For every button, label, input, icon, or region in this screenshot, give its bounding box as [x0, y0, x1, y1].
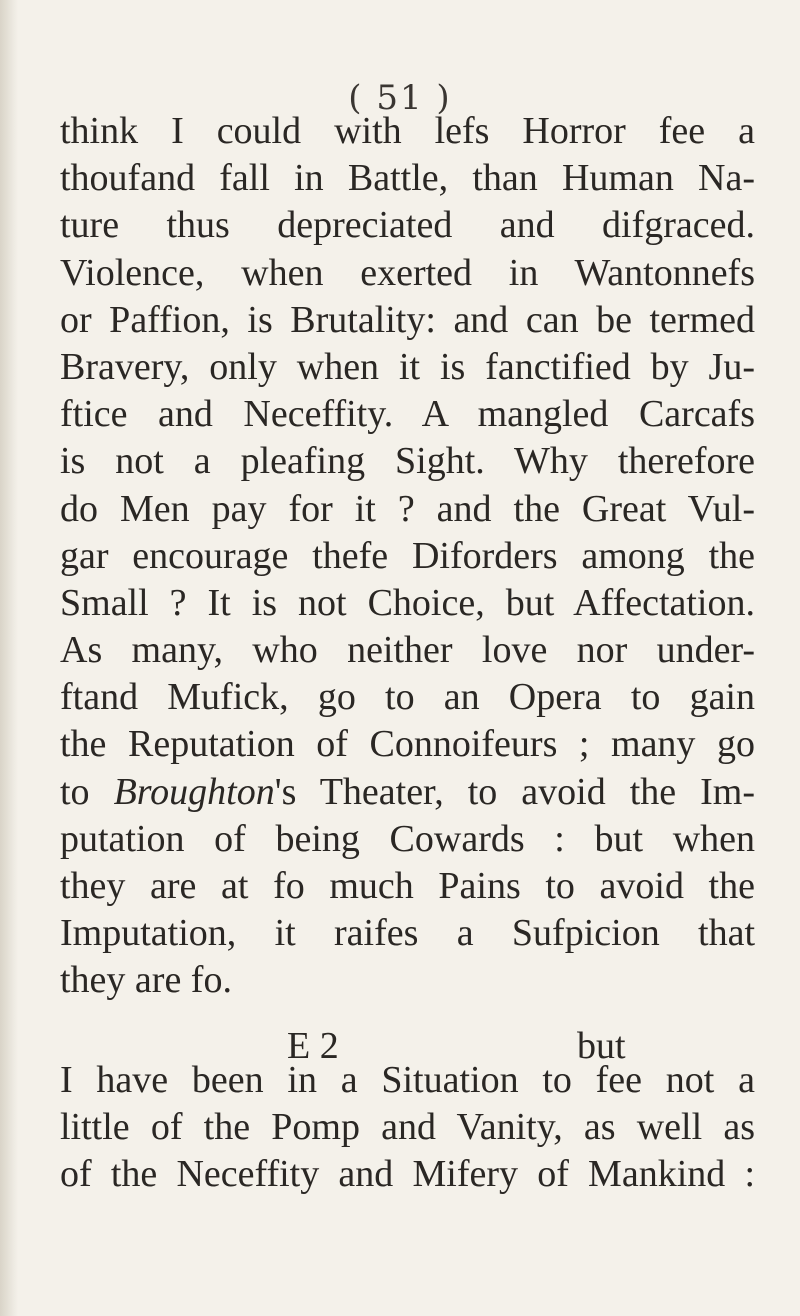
- text-line: Small ? It is not Choice, but Affectation.: [60, 581, 755, 624]
- text-line: is not a pleafing Sight. Why therefore: [60, 440, 755, 483]
- text-line: they are fo.: [60, 959, 232, 1002]
- text-line: I have been in a Situation to fee not a: [60, 1058, 755, 1101]
- direction-line: [0, 1024, 800, 1072]
- text-line: Violence, when exerted in Wantonnefs: [60, 251, 755, 294]
- page-gutter-shadow: [0, 0, 18, 1316]
- text-line: think I could with lefs Horror fee a: [60, 110, 755, 152]
- catchword: but: [577, 1025, 626, 1067]
- text-line: thoufand fall in Battle, than Human Na-: [60, 157, 755, 200]
- text-line: Imputation, it raifes a Sufpicion that: [60, 912, 755, 955]
- signature-mark: E 2: [287, 1025, 339, 1067]
- text-line: do Men pay for it ? and the Great Vul-: [60, 487, 755, 530]
- text-line: ftice and Neceffity. A mangled Carcafs: [60, 393, 755, 436]
- text-line: Bravery, only when it is fanctified by Ju-: [60, 345, 755, 388]
- text-line: ture thus depreciated and difgraced.: [60, 204, 755, 247]
- text-line: ftand Mufick, go to an Opera to gain: [60, 676, 755, 719]
- text-line-italic-name: to Broughton's Theater, to avoid the Im-: [60, 770, 755, 813]
- text-line: of the Neceffity and Mifery of Mankind :: [60, 1152, 755, 1195]
- text-line: gar encourage thefe Diforders among the: [60, 534, 755, 577]
- page-number: ( 51 ): [348, 78, 452, 118]
- paragraph-1: [60, 108, 755, 1005]
- text-line: or Paffion, is Brutality: and can be termed: [60, 298, 755, 341]
- text-line: putation of being Cowards : but when: [60, 817, 755, 860]
- text-line: As many, who neither love nor under-: [60, 629, 755, 672]
- text-line: the Reputation of Connoifeurs ; many go: [60, 723, 755, 766]
- text-line: little of the Pomp and Vanity, as well as: [60, 1105, 755, 1148]
- paragraph-2: [60, 1057, 755, 1199]
- text-line: they are at fo much Pains to avoid the: [60, 865, 755, 907]
